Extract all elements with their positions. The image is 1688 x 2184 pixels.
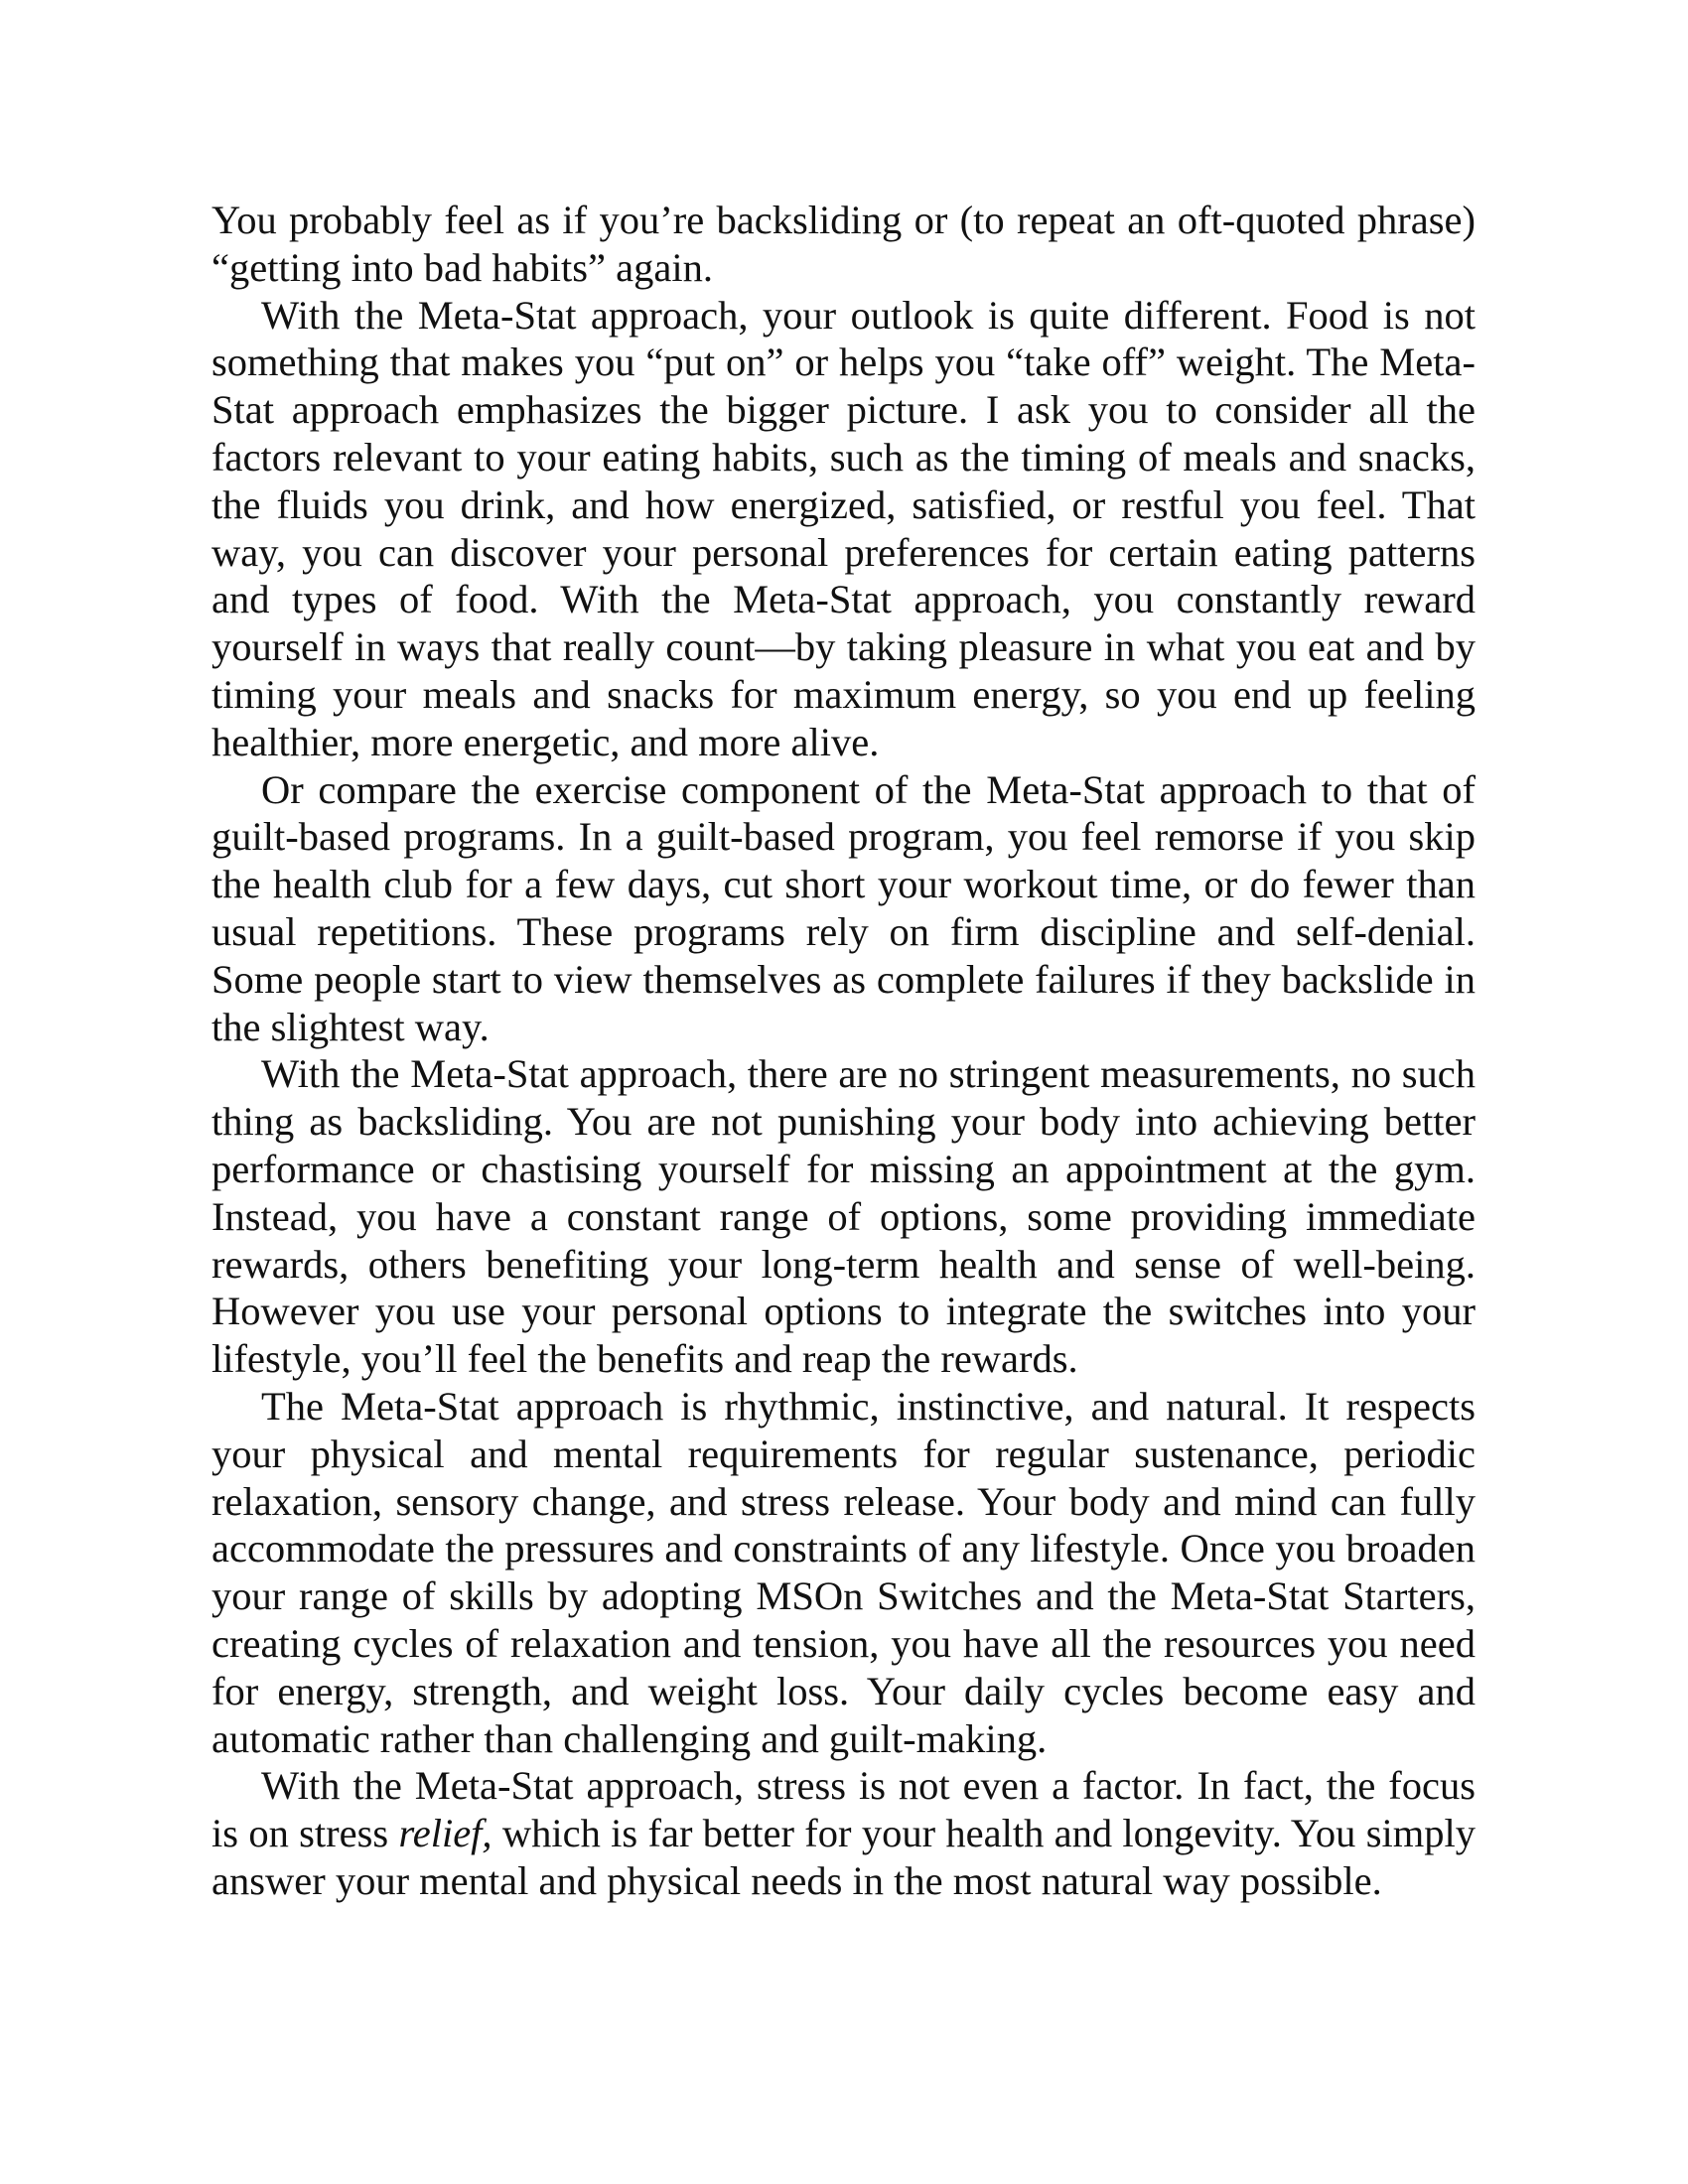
paragraph-2: With the Meta-Stat approach, your outlook is quite different. Food is not something that makes you “put on” or helps you “take off” weight. The Meta-Stat approach emphasizes the bigger picture. I ask you to consider all the factors relevant to your eating habits, such as the timing of meals and snacks, the fluids you drink, and how energized, satisfied, or restful you feel. That way, you can discover your personal preferences for certain eating patterns and types of food. With the Meta-Stat approach, you constantly reward yourself in ways that really count—by taking pleasure in what you eat and by timing your meals and snacks for maximum energy, so you end up feeling healthier, more energetic, and more alive.	[211, 292, 1476, 764]
paragraph-5: The Meta-Stat approach is rhythmic, instinctive, and natural. It respects your physical and mental requirements for regular sustenance, periodic relaxation, sensory change, and stress release. Your body and mind can fully accommodate the pressures and constraints of any lifestyle. Once you broaden your range of skills by adopting MSOn Switches and the Meta-Stat Starters, creating cycles of relaxation and tension, you have all the resources you need for energy, strength, and weight loss. Your daily cycles become easy and automatic rather than challenging and guilt-making.	[211, 1383, 1476, 1761]
paragraph-6-italic-word: relief,	[398, 1811, 492, 1856]
paragraph-6-text-end: which is far better for your health and longevity. You simply answer your mental and physical needs in the most natural way possible.	[211, 1811, 1476, 1903]
paragraph-6-text-start: With the Meta-Stat approach, stress is not even a factor. In fact, the focus is on stress	[211, 1763, 1476, 1856]
paragraph-1: You probably feel as if you’re backsliding or (to repeat an oft-quoted phrase) “getting into bad habits” again.	[211, 198, 1476, 290]
paragraph-6	[211, 1762, 1476, 1904]
paragraph-3: Or compare the exercise component of the Meta-Stat approach to that of guilt-based programs. In a guilt-based program, you feel remorse if you skip the health club for a few days, cut short your workout time, or do fewer than usual repetitions. These programs rely on firm discipline and self-denial. Some people start to view themselves as complete failures if they backslide in the slightest way.	[211, 766, 1476, 1049]
paragraph-4: With the Meta-Stat approach, there are no stringent measurements, no such thing as backsliding. You are not punishing your body into achieving better performance or chastising yourself for missing an appointment at the gym. Instead, you have a constant range of options, some providing immediate rewards, others benefiting your long-term health and sense of well-being. However you use your personal options to integrate the switches into your lifestyle, you’ll feel the benefits and reap the rewards.	[211, 1051, 1476, 1382]
book-page	[211, 197, 1476, 1905]
